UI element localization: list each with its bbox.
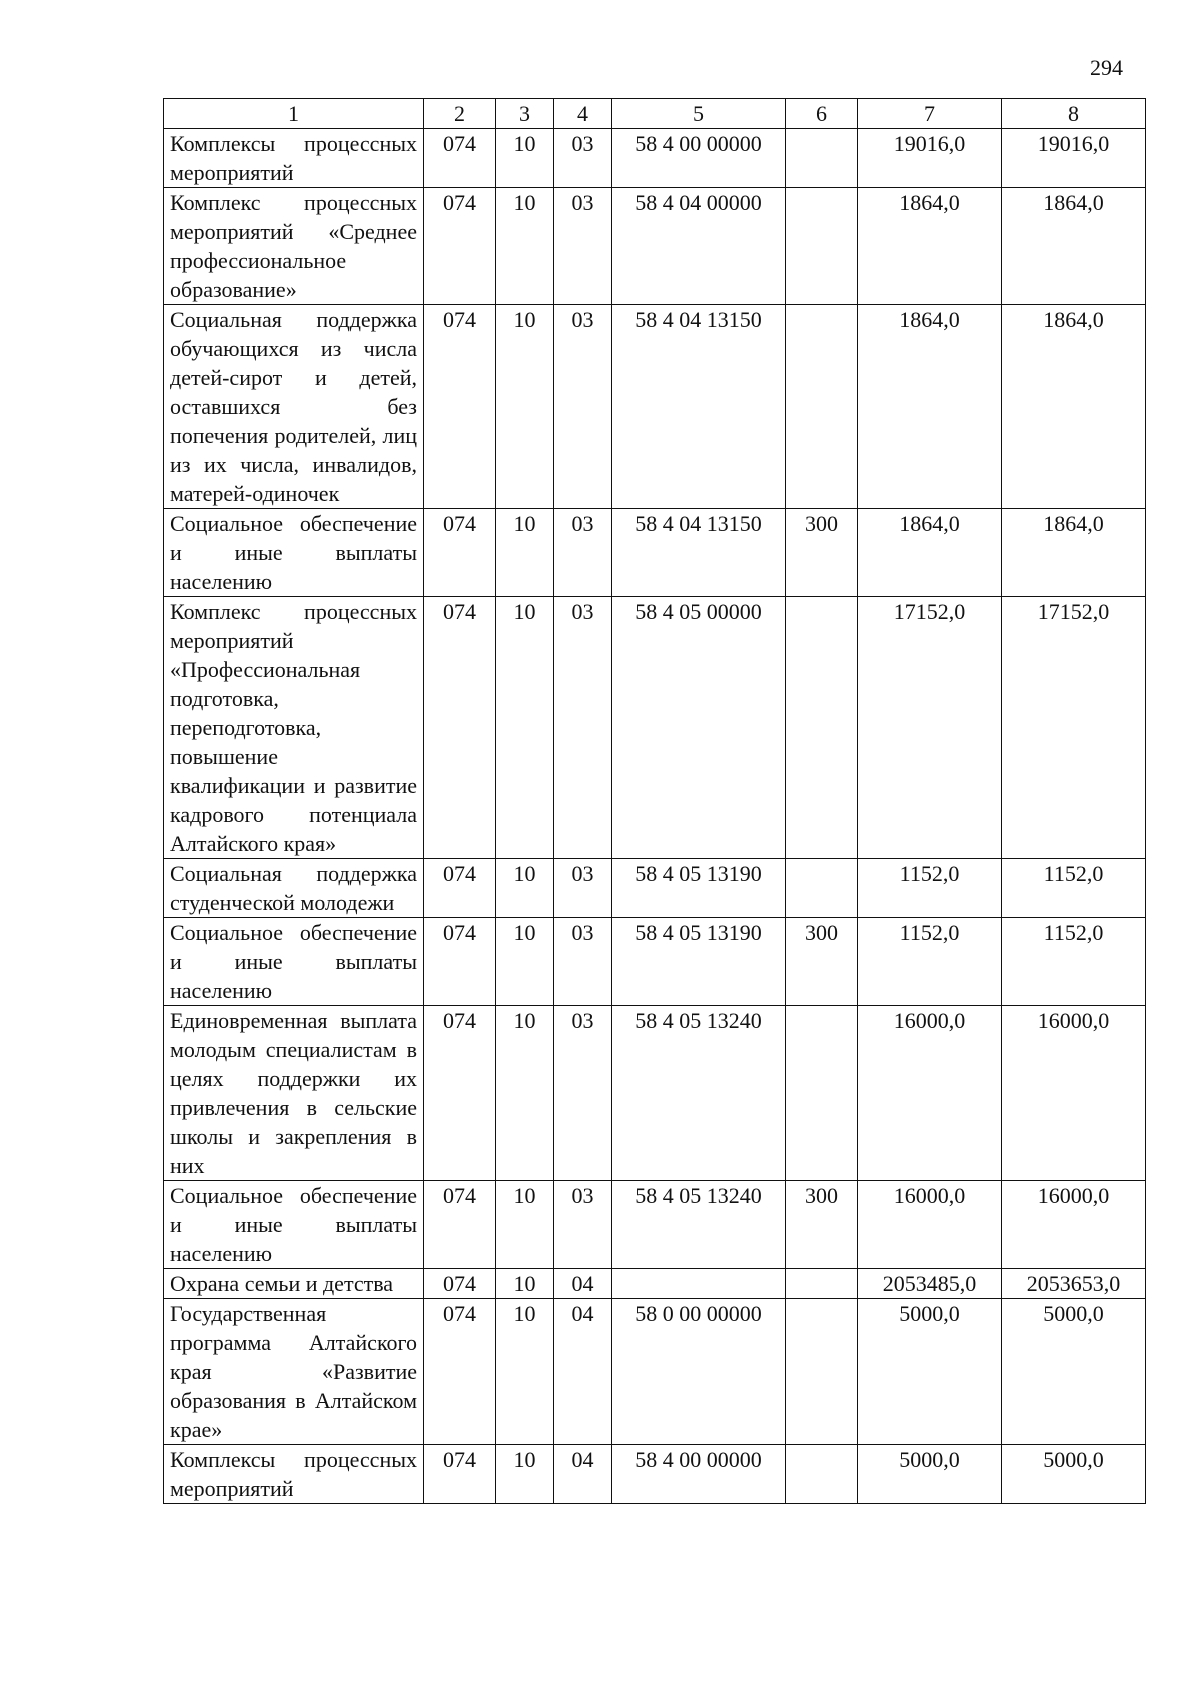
- table-row: [164, 597, 1146, 859]
- ministry-code: 074: [424, 509, 496, 597]
- section-code: 10: [496, 129, 554, 188]
- target-article-code: 58 0 00 00000: [612, 1299, 786, 1445]
- amount-year-2: 2053653,0: [1002, 1269, 1146, 1299]
- expense-type-code: [786, 1006, 858, 1181]
- section-code: 10: [496, 1299, 554, 1445]
- amount-year-2: 5000,0: [1002, 1445, 1146, 1504]
- amount-year-2: 19016,0: [1002, 129, 1146, 188]
- ministry-code: 074: [424, 597, 496, 859]
- row-name: Социальная поддержка студенческой молодежи: [164, 859, 424, 918]
- amount-year-1: 17152,0: [858, 597, 1002, 859]
- column-header-6: 6: [786, 99, 858, 129]
- amount-year-1: 5000,0: [858, 1445, 1002, 1504]
- expense-type-code: [786, 305, 858, 509]
- table-row: [164, 188, 1146, 305]
- table-row: [164, 305, 1146, 509]
- target-article-code: 58 4 00 00000: [612, 129, 786, 188]
- target-article-code: 58 4 00 00000: [612, 1445, 786, 1504]
- section-code: 10: [496, 597, 554, 859]
- section-code: 10: [496, 1181, 554, 1269]
- row-name: Комплекс процессных мероприятий «Среднее профессиональное образование»: [164, 188, 424, 305]
- expense-type-code: [786, 1445, 858, 1504]
- expense-type-code: [786, 1269, 858, 1299]
- amount-year-2: 1864,0: [1002, 305, 1146, 509]
- section-code: 10: [496, 509, 554, 597]
- section-code: 10: [496, 188, 554, 305]
- row-name: Социальное обеспечение и иные выплаты населению: [164, 509, 424, 597]
- section-code: 10: [496, 918, 554, 1006]
- ministry-code: 074: [424, 188, 496, 305]
- target-article-code: 58 4 05 13240: [612, 1181, 786, 1269]
- section-code: 10: [496, 1445, 554, 1504]
- amount-year-2: 1864,0: [1002, 509, 1146, 597]
- budget-table: [163, 98, 1146, 1504]
- amount-year-1: 1152,0: [858, 859, 1002, 918]
- row-name: Единовременная выплата молодым специалистам в целях поддержки их привлечения в сельские школы и закрепления в них: [164, 1006, 424, 1181]
- expense-type-code: 300: [786, 918, 858, 1006]
- row-name: Комплексы процессных мероприятий: [164, 1445, 424, 1504]
- column-header-3: 3: [496, 99, 554, 129]
- section-code: 10: [496, 305, 554, 509]
- subsection-code: 03: [554, 509, 612, 597]
- row-name: Государственная программа Алтайского края «Развитие образования в Алтайском крае»: [164, 1299, 424, 1445]
- amount-year-1: 16000,0: [858, 1006, 1002, 1181]
- amount-year-2: 1864,0: [1002, 188, 1146, 305]
- column-header-4: 4: [554, 99, 612, 129]
- expense-type-code: [786, 597, 858, 859]
- subsection-code: 04: [554, 1445, 612, 1504]
- column-header-1: 1: [164, 99, 424, 129]
- table-row: [164, 859, 1146, 918]
- target-article-code: 58 4 04 00000: [612, 188, 786, 305]
- row-name: Комплексы процессных мероприятий: [164, 129, 424, 188]
- amount-year-2: 16000,0: [1002, 1181, 1146, 1269]
- table-row: [164, 1299, 1146, 1445]
- subsection-code: 03: [554, 305, 612, 509]
- amount-year-2: 5000,0: [1002, 1299, 1146, 1445]
- subsection-code: 03: [554, 188, 612, 305]
- amount-year-1: 16000,0: [858, 1181, 1002, 1269]
- column-header-2: 2: [424, 99, 496, 129]
- amount-year-2: 16000,0: [1002, 1006, 1146, 1181]
- row-name: Комплекс процессных мероприятий «Профессиональная подготовка, переподготовка, повышение квалификации и развитие кадрового потенциала Алтайского края»: [164, 597, 424, 859]
- target-article-code: [612, 1269, 786, 1299]
- target-article-code: 58 4 05 00000: [612, 597, 786, 859]
- amount-year-1: 5000,0: [858, 1299, 1002, 1445]
- subsection-code: 03: [554, 129, 612, 188]
- amount-year-1: 2053485,0: [858, 1269, 1002, 1299]
- table-row: [164, 1181, 1146, 1269]
- ministry-code: 074: [424, 918, 496, 1006]
- column-header-8: 8: [1002, 99, 1146, 129]
- subsection-code: 03: [554, 1006, 612, 1181]
- target-article-code: 58 4 04 13150: [612, 509, 786, 597]
- subsection-code: 03: [554, 918, 612, 1006]
- expense-type-code: [786, 1299, 858, 1445]
- column-header-5: 5: [612, 99, 786, 129]
- subsection-code: 03: [554, 1181, 612, 1269]
- ministry-code: 074: [424, 1269, 496, 1299]
- row-name: Социальное обеспечение и иные выплаты населению: [164, 918, 424, 1006]
- column-header-7: 7: [858, 99, 1002, 129]
- row-name: Социальная поддержка обучающихся из числа детей-сирот и детей, оставшихся без попечения родителей, лиц из их числа, инвалидов, матерей-одиночек: [164, 305, 424, 509]
- subsection-code: 03: [554, 597, 612, 859]
- subsection-code: 04: [554, 1269, 612, 1299]
- target-article-code: 58 4 04 13150: [612, 305, 786, 509]
- page-number: 294: [1090, 55, 1123, 80]
- expense-type-code: [786, 859, 858, 918]
- target-article-code: 58 4 05 13190: [612, 918, 786, 1006]
- expense-type-code: [786, 188, 858, 305]
- expense-type-code: 300: [786, 1181, 858, 1269]
- amount-year-1: 1864,0: [858, 305, 1002, 509]
- ministry-code: 074: [424, 1006, 496, 1181]
- amount-year-1: 19016,0: [858, 129, 1002, 188]
- section-code: 10: [496, 1269, 554, 1299]
- amount-year-1: 1864,0: [858, 188, 1002, 305]
- table-row: [164, 918, 1146, 1006]
- subsection-code: 04: [554, 1299, 612, 1445]
- expense-type-code: [786, 129, 858, 188]
- amount-year-2: 1152,0: [1002, 859, 1146, 918]
- target-article-code: 58 4 05 13240: [612, 1006, 786, 1181]
- amount-year-1: 1152,0: [858, 918, 1002, 1006]
- section-code: 10: [496, 859, 554, 918]
- amount-year-2: 17152,0: [1002, 597, 1146, 859]
- table-row: [164, 129, 1146, 188]
- amount-year-2: 1152,0: [1002, 918, 1146, 1006]
- target-article-code: 58 4 05 13190: [612, 859, 786, 918]
- table-row: [164, 509, 1146, 597]
- table-row: [164, 1445, 1146, 1504]
- ministry-code: 074: [424, 1299, 496, 1445]
- table-row: [164, 1006, 1146, 1181]
- row-name: Охрана семьи и детства: [164, 1269, 424, 1299]
- row-name: Социальное обеспечение и иные выплаты населению: [164, 1181, 424, 1269]
- ministry-code: 074: [424, 129, 496, 188]
- expense-type-code: 300: [786, 509, 858, 597]
- ministry-code: 074: [424, 1181, 496, 1269]
- ministry-code: 074: [424, 859, 496, 918]
- ministry-code: 074: [424, 1445, 496, 1504]
- amount-year-1: 1864,0: [858, 509, 1002, 597]
- table-row: [164, 1269, 1146, 1299]
- section-code: 10: [496, 1006, 554, 1181]
- subsection-code: 03: [554, 859, 612, 918]
- ministry-code: 074: [424, 305, 496, 509]
- header-row: [164, 99, 1146, 129]
